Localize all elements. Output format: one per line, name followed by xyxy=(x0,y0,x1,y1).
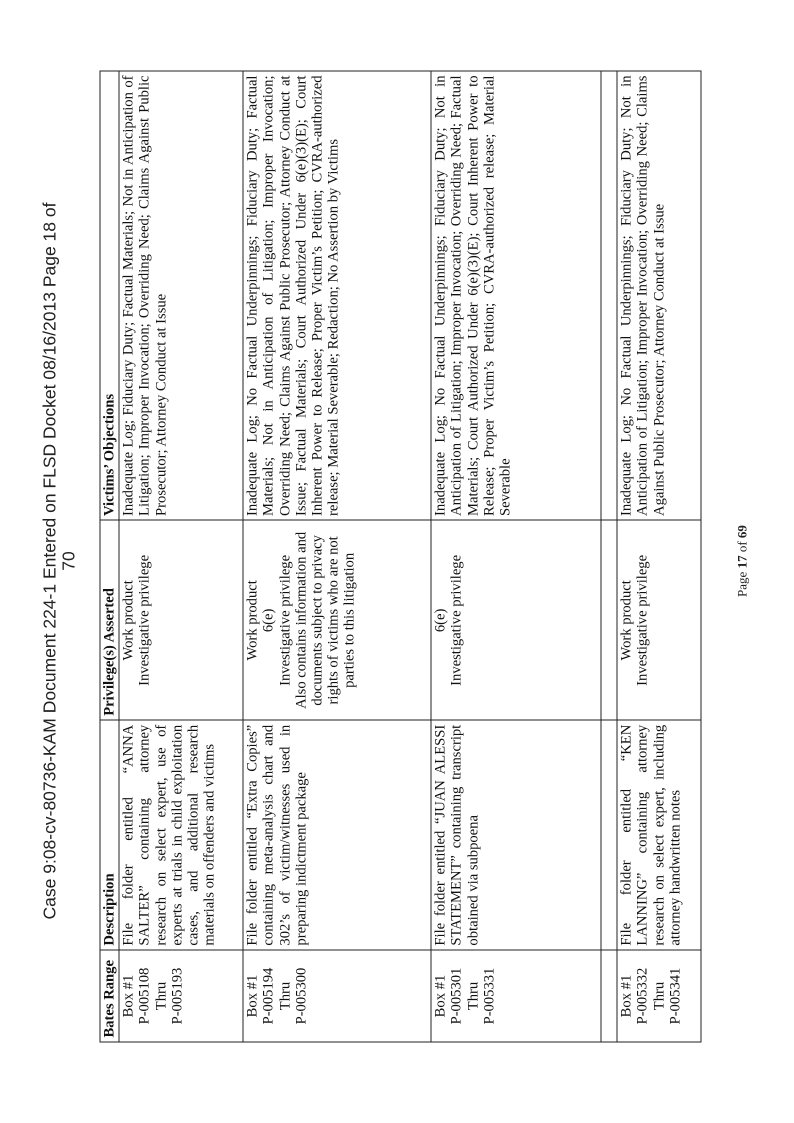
page-number xyxy=(734,0,750,1123)
bates-line: Box #1 xyxy=(120,974,137,1018)
court-header-line-2: 70 xyxy=(58,551,78,571)
privileges-cell xyxy=(431,520,601,720)
bates-line: P-005332 xyxy=(634,967,651,1025)
bates-range-cell xyxy=(119,950,243,1042)
description-cell: File folder entitled “Extra Copies” containing meta-analysis chart and 302’s of victim/witnesses used in preparing indictment package xyxy=(243,720,431,950)
description-cell: File folder entitled “KEN LANNING” containing attorney research on select expert, including attorney handwritten notes xyxy=(617,720,701,950)
privilege-line: Work product xyxy=(244,580,261,661)
privilege-line: 6(e) xyxy=(432,608,449,633)
bates-line: P-005108 xyxy=(136,967,153,1025)
bates-line: Thru xyxy=(152,981,169,1011)
court-header xyxy=(40,0,78,1123)
bates-line: P-005194 xyxy=(260,967,277,1025)
privilege-line: Investigative privilege xyxy=(136,554,153,686)
table-header-row xyxy=(100,71,119,1042)
table-row xyxy=(119,71,243,1042)
bates-line: Thru xyxy=(276,981,293,1011)
privilege-line: Investigative privilege xyxy=(276,554,293,686)
bates-line: Box #1 xyxy=(244,974,261,1018)
bates-line: P-005300 xyxy=(292,967,309,1025)
bates-range-cell xyxy=(617,950,701,1042)
objections-cell: Inadequate Log; No Factual Underpinnings; Fiduciary Duty; Factual Materials; Not in Anticipation of Litigation; Improper Invocation; Overriding Need; Claims Against Public Prosecutor; Attorney Conduct at Issue; Factual Materials; Court Authorized Under 6(e)(3)(E); Court Inherent Power to Release; Proper Victim’s Petition; CVRA-authorized release; Material Severable; Redaction; No Assertion by Victims xyxy=(243,71,431,520)
privilege-log-table xyxy=(99,71,701,1043)
privilege-line: Investigative privilege xyxy=(634,554,651,686)
privilege-line: Also contains information and documents subject to privacy rights of victims who are not parties to this litigation xyxy=(292,531,358,709)
page-number-prefix: Page xyxy=(734,568,749,597)
privilege-line: Investigative privilege xyxy=(448,554,465,686)
bates-line: Thru xyxy=(650,981,667,1011)
bates-line: P-005341 xyxy=(666,967,683,1025)
description-cell: File folder entitled “ANNA SALTER” containing attorney research on select expert, use of experts at trials in child exploitation cases, and additional research materials on offenders and victims xyxy=(119,720,243,950)
column-header-privileges: Privilege(s) Asserted xyxy=(100,520,119,720)
privilege-line: Work product xyxy=(120,580,137,661)
table-row xyxy=(431,71,601,1042)
bates-range-cell xyxy=(431,950,601,1042)
table-spacer-row xyxy=(601,71,617,1042)
privileges-cell xyxy=(119,520,243,720)
spacer-cell xyxy=(601,71,617,520)
page-number-current: 17 xyxy=(734,555,749,569)
description-cell: File folder entitled “JUAN ALESSI STATEMENT” containing transcript obtained via subpoena xyxy=(431,720,601,950)
objections-cell: Inadequate Log; No Factual Underpinnings; Fiduciary Duty; Not in Anticipation of Litigation; Improper Invocation; Overriding Need; Claims Against Public Prosecutor; Attorney Conduct at Issue xyxy=(617,71,701,520)
bates-line: Box #1 xyxy=(618,974,635,1018)
privileges-cell xyxy=(243,520,431,720)
bates-line: Box #1 xyxy=(432,974,449,1018)
privilege-line: Work product xyxy=(618,580,635,661)
privileges-cell xyxy=(617,520,701,720)
objections-cell: Inadequate Log; No Factual Underpinnings; Fiduciary Duty; Not in Anticipation of Litigation; Improper Invocation; Overriding Need; Factual Materials; Court Authorized Under 6(e)(3)(E); Court Inherent Power to Release; Proper Victim’s Petition; CVRA-authorized release; Material Severable xyxy=(431,71,601,520)
page-number-total: 69 xyxy=(734,525,749,539)
bates-range-cell xyxy=(243,950,431,1042)
spacer-cell xyxy=(601,520,617,720)
column-header-description: Description xyxy=(100,720,119,950)
column-header-bates-range: Bates Range xyxy=(100,950,119,1042)
table-row xyxy=(243,71,431,1042)
spacer-cell xyxy=(601,950,617,1042)
bates-line: P-005331 xyxy=(480,967,497,1025)
column-header-objections: Victims’ Objections xyxy=(100,71,119,520)
bates-line: P-005301 xyxy=(448,967,465,1025)
privilege-line: 6(e) xyxy=(260,608,277,633)
table-row xyxy=(617,71,701,1042)
court-header-line-1: Case 9:08-cv-80736-KAM Document 224-1 Entered on FLSD Docket 08/16/2013 Page 18 of xyxy=(39,202,59,920)
bates-line: Thru xyxy=(464,981,481,1011)
objections-cell: Inadequate Log; Fiduciary Duty; Factual Materials; Not in Anticipation of Litigation; Improper Invocation; Overriding Need; Claims Against Public Prosecutor; Attorney Conduct at Issue xyxy=(119,71,243,520)
spacer-cell xyxy=(601,720,617,950)
bates-line: P-005193 xyxy=(168,967,185,1025)
page-number-mid: of xyxy=(734,538,749,556)
